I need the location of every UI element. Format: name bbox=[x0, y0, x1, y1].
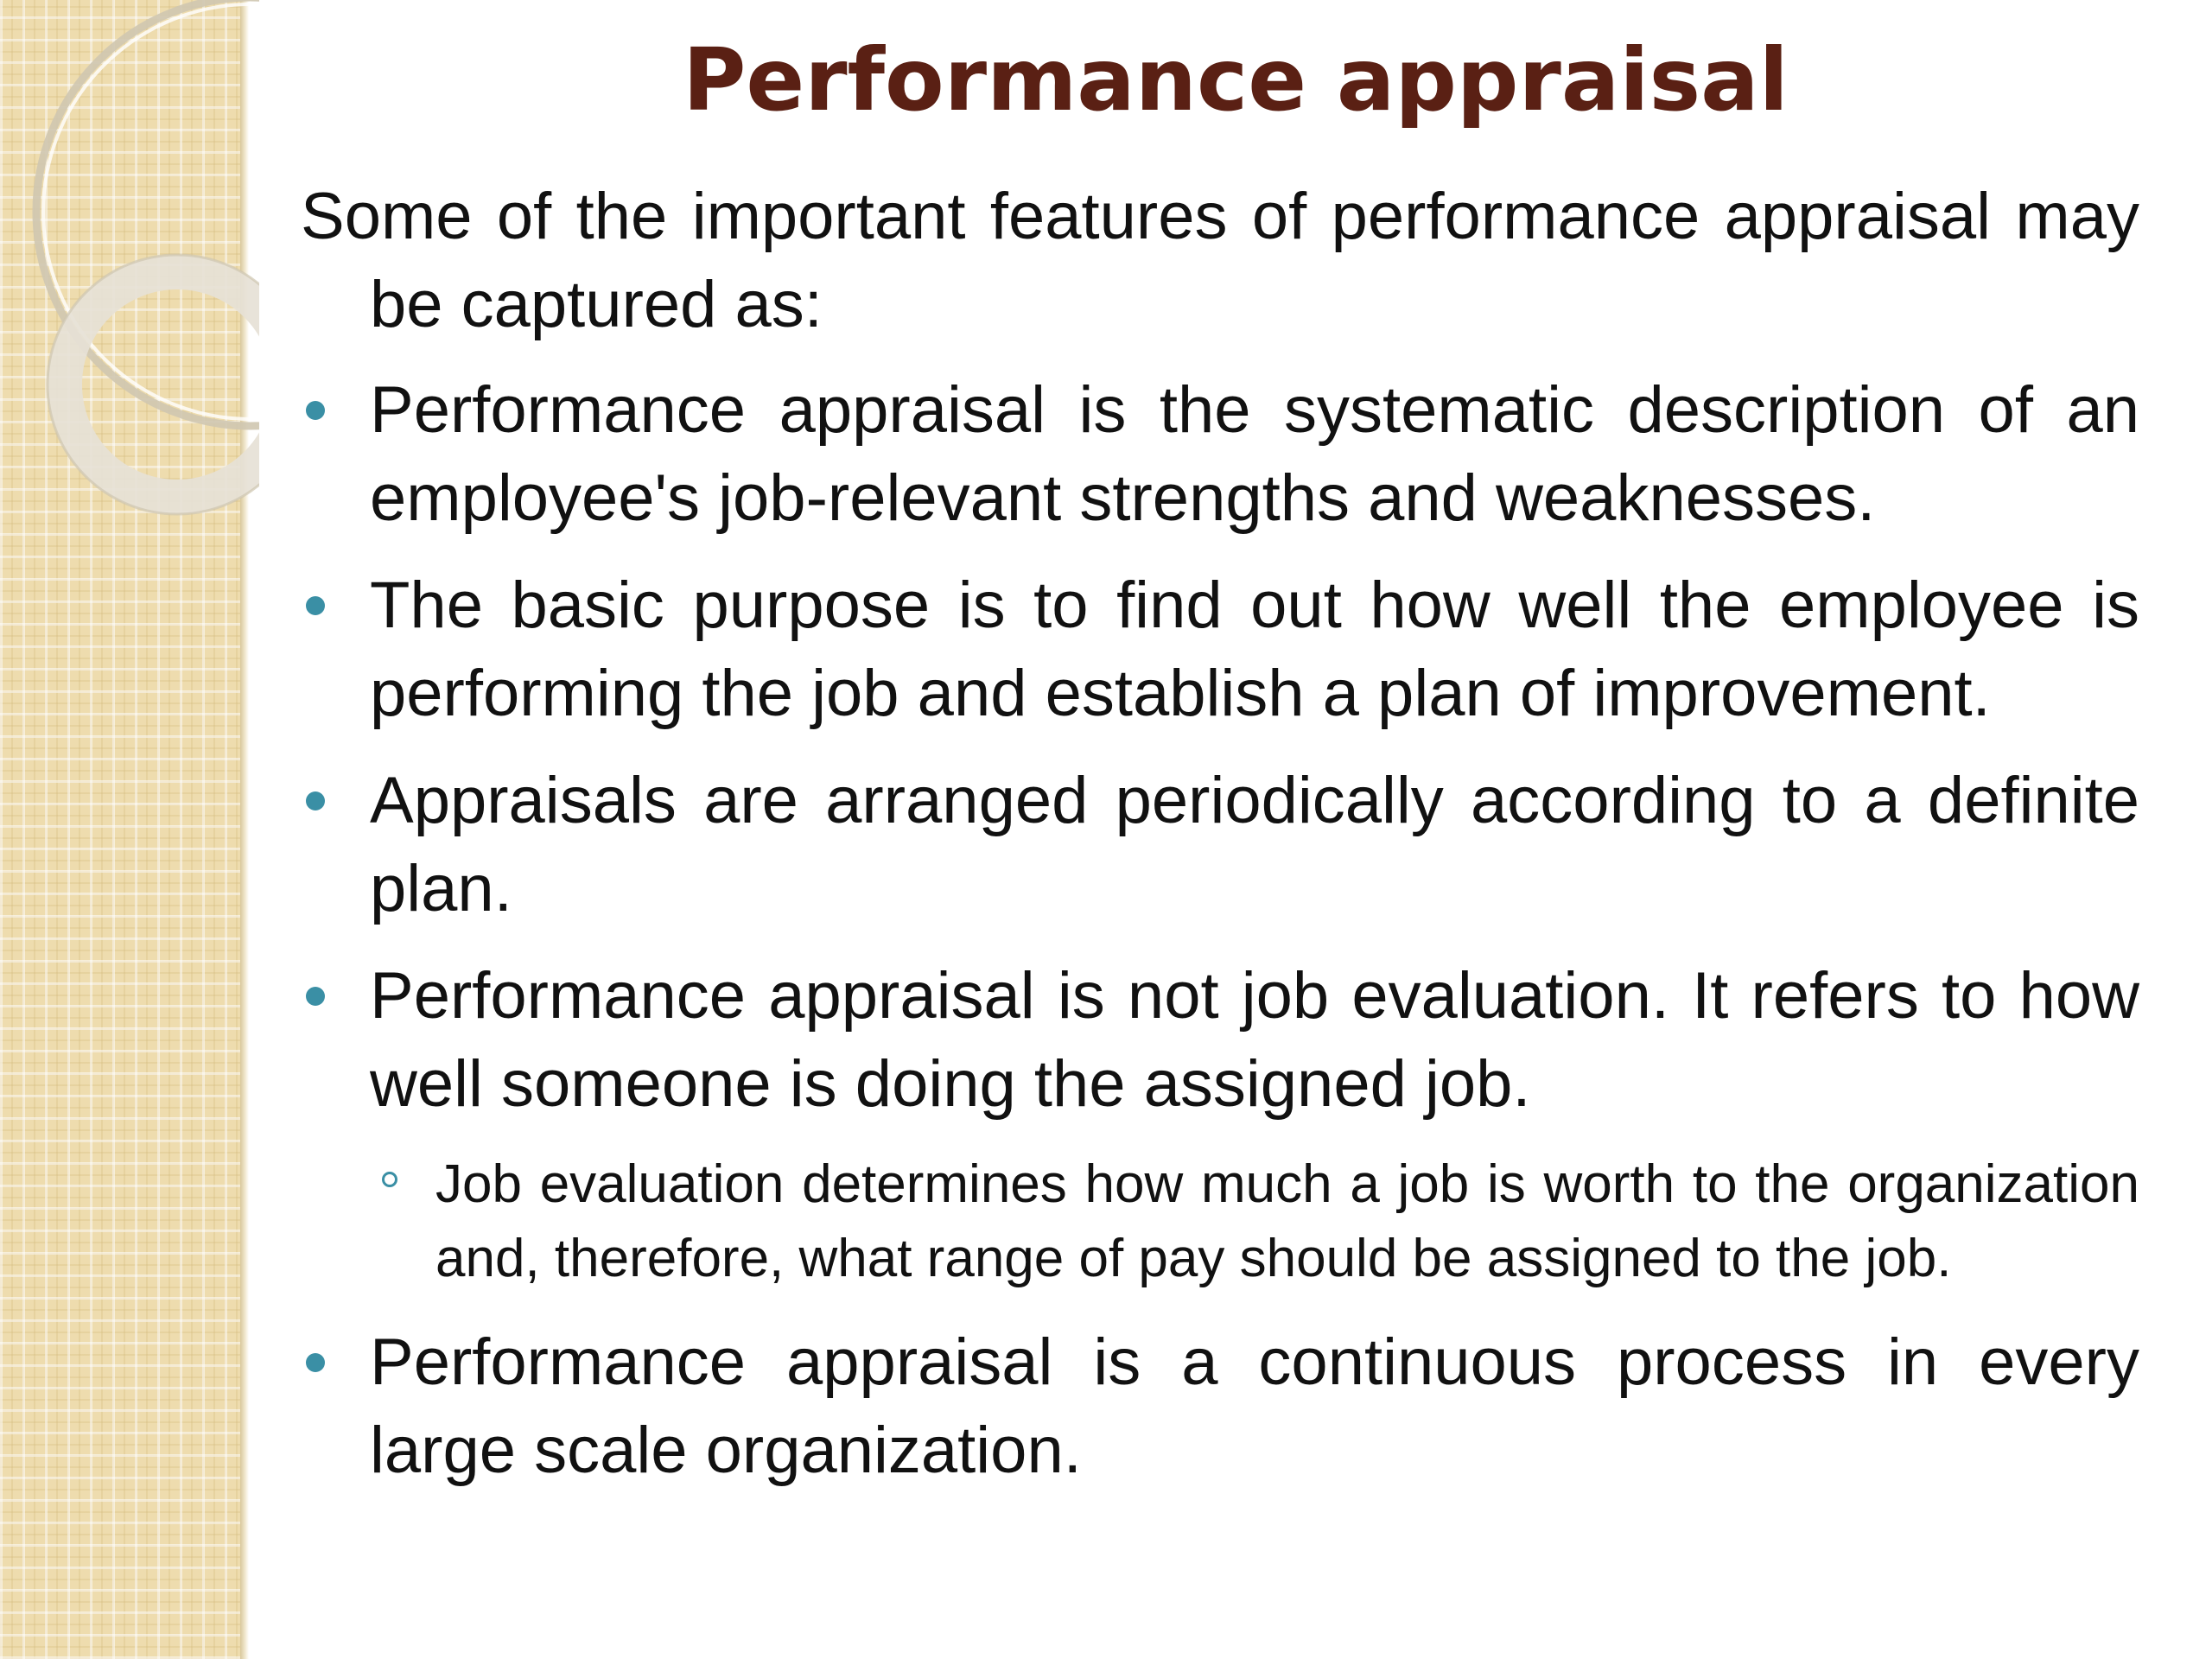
bullet-text: Performance appraisal is the systematic description of an employee's job-relevant strengths and weaknesses. bbox=[370, 373, 2139, 535]
sub-bullet-text: Job evaluation determines how much a job is worth to the organization and, therefore, what range of pay should be assigned to the job. bbox=[435, 1154, 2139, 1288]
slide-title: Performance appraisal bbox=[683, 29, 1789, 130]
list-item bbox=[301, 952, 2139, 1128]
bullet-text: Performance appraisal is not job evaluation. It refers to how well someone is doing the assigned job. bbox=[370, 959, 2139, 1121]
list-item bbox=[301, 366, 2139, 543]
bullet-text: Appraisals are arranged periodically according to a definite plan. bbox=[370, 764, 2139, 925]
list-item bbox=[301, 757, 2139, 933]
bullet-dot-icon bbox=[306, 791, 325, 810]
bullet-dot-icon bbox=[306, 1353, 325, 1372]
bullet-text: The basic purpose is to find out how well the employee is performing the job and establish a plan of improvement. bbox=[370, 569, 2139, 730]
slide-body bbox=[301, 173, 2139, 1514]
bullet-list bbox=[301, 366, 2139, 1128]
bullet-dot-icon bbox=[306, 401, 325, 420]
sub-bullet-list bbox=[301, 1147, 2139, 1296]
decorative-rings bbox=[0, 0, 259, 553]
intro-paragraph: Some of the important features of performance appraisal may be captured as: bbox=[301, 180, 2139, 341]
bullet-list-continued bbox=[301, 1319, 2139, 1495]
bullet-text: Performance appraisal is a continuous process in every large scale organization. bbox=[370, 1325, 2139, 1487]
hollow-bullet-icon bbox=[382, 1172, 397, 1187]
bullet-dot-icon bbox=[306, 596, 325, 615]
small-ring bbox=[65, 272, 259, 497]
bullet-dot-icon bbox=[306, 987, 325, 1006]
list-item bbox=[301, 1319, 2139, 1495]
list-item bbox=[301, 562, 2139, 738]
sub-list-item bbox=[301, 1147, 2139, 1296]
